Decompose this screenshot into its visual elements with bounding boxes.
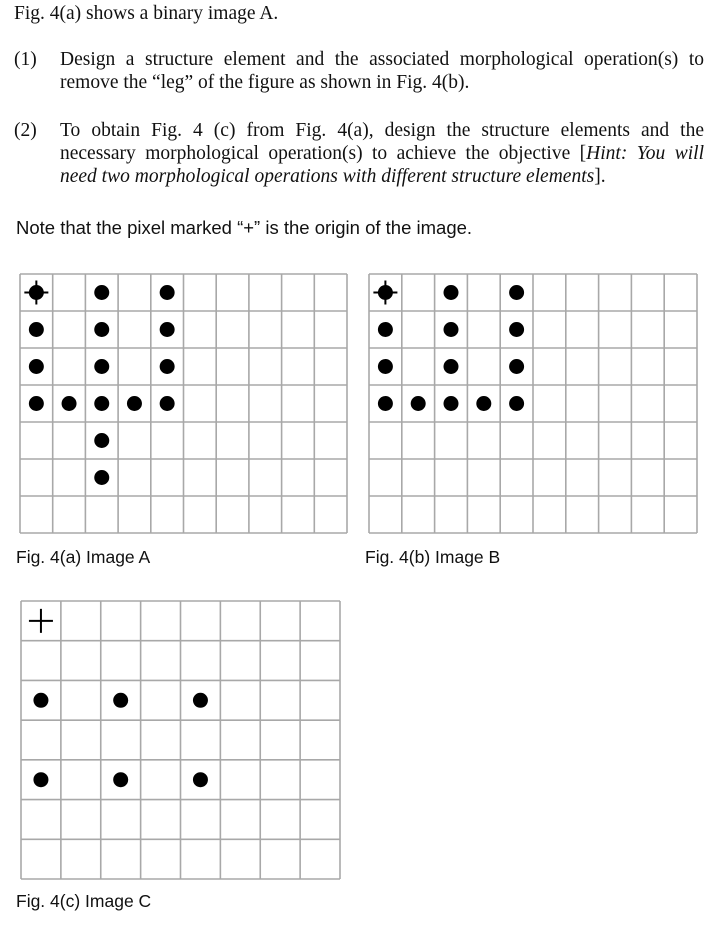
foreground-pixel-dot <box>509 322 524 337</box>
foreground-pixel-dot <box>476 396 491 411</box>
foreground-pixel-dot <box>378 322 393 337</box>
figure-4c-caption: Fig. 4(c) Image C <box>16 891 152 911</box>
foreground-pixel-dot <box>33 693 48 708</box>
foreground-pixel-dot <box>378 359 393 374</box>
foreground-pixel-dot <box>509 359 524 374</box>
foreground-pixel-dot <box>127 396 142 411</box>
origin-plus-icon <box>373 281 397 305</box>
foreground-pixel-dot <box>444 285 459 300</box>
question-2 <box>14 119 704 188</box>
foreground-pixel-dot <box>160 322 175 337</box>
question-2-hint: Hint: You will need two morphological operations with different structure elements <box>60 143 704 187</box>
question-1-text: Design a structure element and the associated morphological operation(s) to remove the “leg” of the figure as shown in Fig. 4(b). <box>60 49 704 93</box>
foreground-pixel-dot <box>62 396 77 411</box>
foreground-pixel-dot <box>94 433 109 448</box>
intro-text: Fig. 4(a) shows a binary image A. <box>14 3 279 24</box>
figure-4b-caption: Fig. 4(b) Image B <box>365 547 501 567</box>
foreground-pixel-dot <box>94 396 109 411</box>
foreground-pixel-dot <box>444 396 459 411</box>
figure-4a-grid <box>20 274 347 533</box>
question-2-text: To obtain Fig. 4 (c) from Fig. 4(a), design the structure elements and the necessary morphological operation(s) to achieve the objective [ <box>60 120 704 164</box>
foreground-pixel-dot <box>94 470 109 485</box>
question-2-end: ]. <box>594 166 606 187</box>
foreground-pixel-dot <box>160 359 175 374</box>
foreground-pixel-dot <box>509 285 524 300</box>
foreground-pixel-dot <box>29 322 44 337</box>
figure-4b-grid <box>369 274 697 533</box>
figure-4a-caption: Fig. 4(a) Image A <box>16 547 151 567</box>
foreground-pixel-dot <box>509 396 524 411</box>
foreground-pixel-dot <box>444 322 459 337</box>
figure-4c-grid <box>21 601 340 879</box>
foreground-pixel-dot <box>160 285 175 300</box>
question-2-body <box>60 119 704 188</box>
foreground-pixel-dot <box>29 396 44 411</box>
question-1 <box>14 48 704 94</box>
origin-plus-icon <box>29 609 53 633</box>
foreground-pixel-dot <box>193 772 208 787</box>
foreground-pixel-dot <box>113 693 128 708</box>
foreground-pixel-dot <box>94 359 109 374</box>
foreground-pixel-dot <box>94 322 109 337</box>
foreground-pixel-dot <box>113 772 128 787</box>
foreground-pixel-dot <box>193 693 208 708</box>
foreground-pixel-dot <box>378 396 393 411</box>
foreground-pixel-dot <box>29 359 44 374</box>
foreground-pixel-dot <box>33 772 48 787</box>
foreground-pixel-dot <box>444 359 459 374</box>
foreground-pixel-dot <box>160 396 175 411</box>
foreground-pixel-dot <box>411 396 426 411</box>
foreground-pixel-dot <box>94 285 109 300</box>
question-1-number: (1) <box>14 49 37 70</box>
question-2-number: (2) <box>14 120 37 141</box>
origin-plus-icon <box>24 281 48 305</box>
origin-note: Note that the pixel marked “+” is the origin of the image. <box>16 217 473 238</box>
